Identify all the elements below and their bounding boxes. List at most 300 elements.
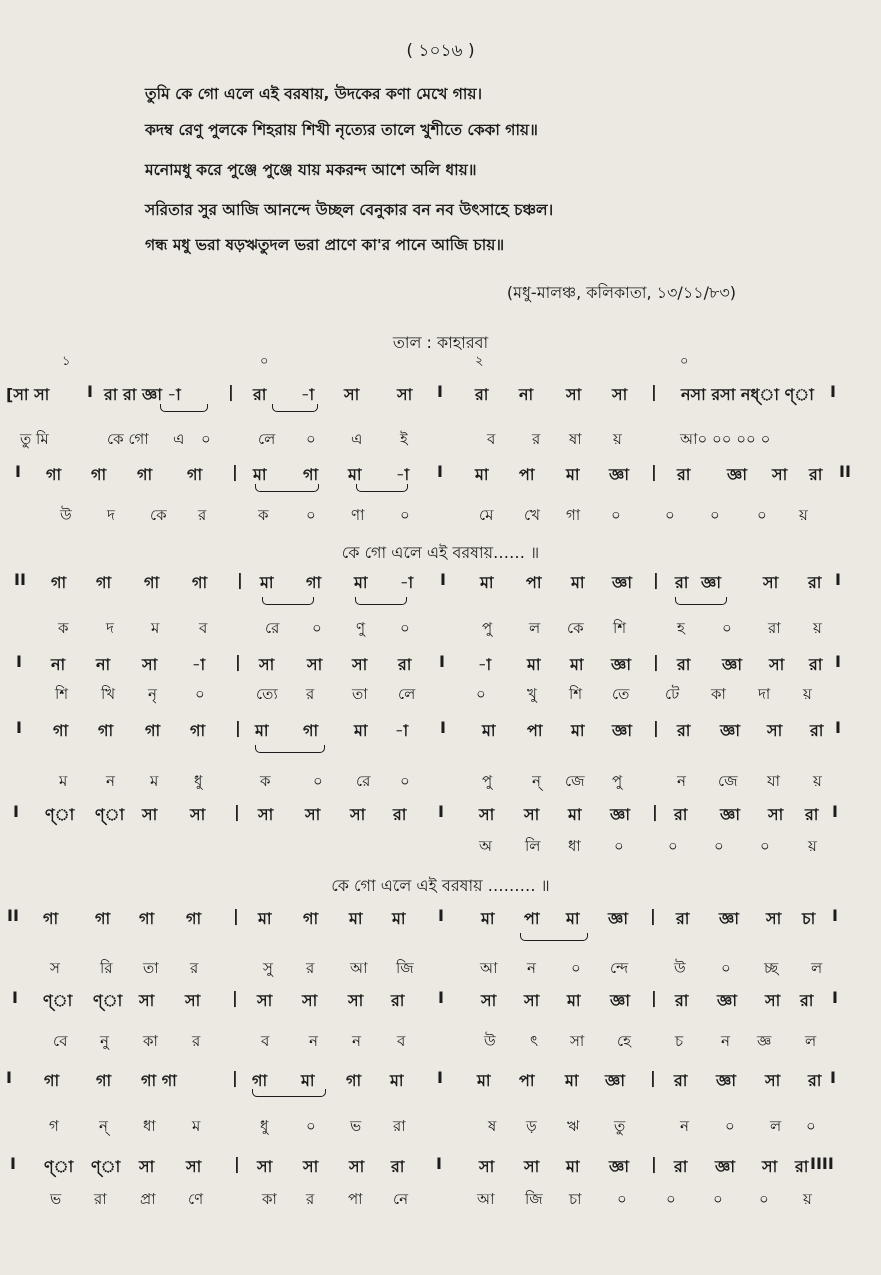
bar-line: I — [87, 382, 93, 401]
lyric-syllable: কে — [567, 619, 584, 637]
swara-note: মা — [475, 465, 489, 484]
swara-note: সা — [762, 1157, 778, 1176]
lyric-syllable: দ — [106, 619, 114, 637]
swara-note: জ্ঞা — [727, 465, 747, 484]
lyric-syllable: র — [192, 1032, 201, 1050]
swara-note: রা — [393, 805, 407, 824]
lyric-syllable: তে — [612, 685, 630, 703]
swara-note: মা — [567, 991, 581, 1010]
lyric-syllable: দা — [758, 685, 771, 703]
swara-note: ণ্‌া — [43, 991, 73, 1010]
bar-line: II — [14, 570, 26, 589]
swara-note: সা — [612, 385, 628, 404]
bar-line: I — [438, 802, 444, 821]
swara-note: জ্ঞা — [610, 991, 630, 1010]
lyric-syllable: য় — [813, 772, 822, 790]
lyric-syllable: ন — [106, 772, 115, 790]
lyric-syllable: ল — [805, 1032, 817, 1050]
lyric-syllable: লে — [398, 685, 416, 703]
slur-mark — [355, 597, 407, 605]
lyric-syllable: ঋ — [567, 1117, 580, 1135]
swara-note: গা গা — [141, 1071, 177, 1090]
swara-note: মা — [258, 909, 272, 928]
swara-note: গা — [303, 721, 319, 740]
swara-note: মা — [566, 909, 580, 928]
swara-note: সা — [769, 655, 785, 674]
slur-mark — [675, 597, 727, 605]
lyric-syllable: খু — [527, 685, 537, 703]
verse-line: গন্ধ মধু ভরা ষড়ঋতুদল ভরা প্রাণে কা'র পানে আজি চায়॥ — [145, 236, 505, 254]
lyric-syllable: ০ — [306, 1117, 316, 1135]
swara-note: -া — [478, 655, 492, 674]
lyric-syllable: ০ — [617, 1190, 627, 1208]
swara-note: জ্ঞা — [610, 805, 630, 824]
lyric-syllable: ন — [352, 1032, 361, 1050]
bar-line: | — [650, 906, 656, 925]
swara-note: গা — [303, 909, 319, 928]
swara-note: সা — [257, 991, 273, 1010]
lyric-syllable: কা — [711, 685, 726, 703]
lyric-syllable: ০ — [757, 506, 767, 524]
verse-line: সরিতার সুর আজি আনন্দে উচ্ছল বেনুকার বন নব উৎসাহে চঞ্চল। — [145, 201, 554, 219]
swara-note: মা — [253, 465, 267, 484]
swara-note: রা — [674, 1071, 688, 1090]
swara-note: মা — [527, 655, 541, 674]
swara-note: গা — [91, 465, 107, 484]
slur-mark — [255, 745, 325, 753]
lyric-syllable: নে — [393, 1190, 409, 1208]
swara-note: রা — [391, 991, 405, 1010]
swara-note: সা — [139, 1157, 155, 1176]
bar-line: I — [438, 906, 444, 925]
swara-note: জ্ঞা — [720, 805, 740, 824]
bar-line: | — [650, 1068, 656, 1087]
tala-mark: ২ — [475, 354, 484, 369]
source-citation: (মধু-মালঞ্চ, কলিকাতা, ১৩/১১/৮৩) — [506, 283, 736, 302]
swara-note: -া — [301, 385, 315, 404]
lyric-syllable: ন্দে — [610, 959, 629, 977]
lyric-syllable: ণে — [188, 1190, 204, 1208]
bar-line: I — [832, 988, 838, 1007]
lyric-syllable: ম — [192, 1117, 201, 1135]
lyric-syllable: লি — [525, 837, 541, 855]
swara-note: পা — [519, 1071, 535, 1090]
lyric-syllable: ০ — [195, 685, 205, 703]
bar-line: | — [235, 718, 241, 737]
lyric-syllable: ষ — [488, 1117, 497, 1135]
bar-line: | — [228, 382, 234, 401]
swara-note: গা — [144, 573, 160, 592]
swara-note: গা — [46, 465, 62, 484]
bar-line: | — [653, 570, 659, 589]
lyric-syllable: স — [50, 959, 60, 977]
swara-note: নসা রসা নধ্‌া ণ্‌া — [681, 385, 814, 404]
swara-note: জ্ঞা — [717, 991, 737, 1010]
lyric-syllable: হ — [677, 619, 685, 637]
swara-note: সা — [139, 991, 155, 1010]
bar-line: I — [16, 718, 22, 737]
lyric-syllable: আ — [477, 1190, 495, 1208]
swara-note: মা — [477, 1071, 491, 1090]
swara-note: ণ্‌া — [45, 805, 75, 824]
swara-note: ণ্‌া — [91, 1157, 121, 1176]
swara-note: গা — [96, 573, 112, 592]
swara-note: গা — [98, 721, 114, 740]
refrain-line: কে গো এলে এই বরষায় ……… ॥ — [331, 876, 550, 895]
slur-mark — [160, 404, 208, 412]
lyric-syllable: য় — [813, 619, 822, 637]
bar-line: I — [13, 802, 19, 821]
swara-note: পা — [524, 909, 540, 928]
swara-note: রা রা জ্ঞা -া — [104, 385, 181, 404]
lyric-syllable: ০ — [714, 837, 724, 855]
lyric-syllable: জি — [525, 1190, 543, 1208]
swara-note: মা — [354, 721, 368, 740]
lyric-syllable: ০ — [665, 506, 675, 524]
lyric-syllable: পা — [348, 1190, 363, 1208]
lyric-syllable: ক — [260, 772, 271, 790]
swara-note: রা — [809, 655, 823, 674]
bar-line: I — [830, 382, 836, 401]
swara-note: জ্ঞা — [716, 1071, 736, 1090]
swara-note: সা — [524, 1157, 540, 1176]
swara-note: রা — [676, 909, 690, 928]
swara-note: গা — [145, 721, 161, 740]
swara-note: গা — [44, 1071, 60, 1090]
swara-note: রা — [800, 991, 814, 1010]
swara-note: সা — [481, 991, 497, 1010]
swara-note: মা — [568, 805, 582, 824]
swara-note: সা — [524, 991, 540, 1010]
lyric-syllable: খে — [524, 506, 540, 524]
swara-note: -া — [192, 655, 206, 674]
lyric-syllable: লে — [258, 430, 276, 448]
swara-note: মা — [481, 909, 495, 928]
bar-line: I — [440, 570, 446, 589]
lyric-syllable: ধু — [194, 772, 203, 790]
lyric-syllable: টে — [665, 685, 680, 703]
lyric-syllable: ০ — [400, 506, 410, 524]
swara-note: মা — [349, 909, 363, 928]
lyric-syllable: য় — [803, 1190, 812, 1208]
swara-note: ণ্‌া — [95, 805, 125, 824]
swara-note: চা — [802, 909, 816, 928]
swara-note: জ্ঞা — [609, 1157, 629, 1176]
bar-line: I — [16, 652, 22, 671]
swara-note: -া — [400, 573, 414, 592]
swara-note: রা — [808, 1071, 822, 1090]
swara-note: [সা সা — [6, 385, 50, 404]
lyric-syllable: চা — [569, 1190, 582, 1208]
bar-line: | — [651, 1154, 657, 1173]
lyric-syllable: এ — [351, 430, 363, 448]
bar-line: | — [653, 718, 659, 737]
swara-note: পা — [527, 721, 543, 740]
bar-line: | — [651, 382, 657, 401]
slur-mark — [356, 484, 408, 492]
lyric-syllable: ল — [811, 959, 823, 977]
lyric-syllable: গ — [49, 1117, 59, 1135]
swara-note: সা — [397, 385, 413, 404]
lyric-syllable: রা — [768, 619, 781, 637]
lyric-syllable: ০ — [721, 959, 731, 977]
lyric-syllable: র — [306, 685, 315, 703]
lyric-syllable: ণা — [351, 506, 365, 524]
swara-note: না — [519, 385, 534, 404]
swara-note: সা — [765, 1071, 781, 1090]
swara-note: রা — [675, 573, 689, 592]
lyric-syllable: ০ — [476, 685, 486, 703]
swara-note: রা — [805, 805, 819, 824]
lyric-syllable: ভ — [350, 1117, 362, 1135]
lyric-syllable: ই — [400, 430, 408, 448]
lyric-syllable: ন — [677, 772, 686, 790]
swara-note: না — [96, 655, 111, 674]
lyric-syllable: ০ — [571, 959, 581, 977]
bar-line: I — [437, 382, 443, 401]
bar-line: | — [234, 802, 240, 821]
bar-line: I — [832, 802, 838, 821]
lyric-syllable: কা — [143, 1032, 158, 1050]
swara-note: জ্ঞা — [722, 655, 742, 674]
lyric-syllable: য় — [808, 837, 817, 855]
swara-note: -া — [395, 721, 409, 740]
lyric-syllable: আ০ ০০ ০০ ০ — [680, 430, 771, 448]
lyric-syllable: কে গো — [107, 430, 149, 448]
bar-line: | — [651, 462, 657, 481]
lyric-syllable: শি — [55, 685, 69, 703]
lyric-syllable: যা — [767, 772, 780, 790]
swara-note: গা — [186, 909, 202, 928]
lyric-syllable: কে — [150, 506, 167, 524]
bar-line: I — [439, 652, 445, 671]
swara-note: সা — [763, 573, 779, 592]
lyric-syllable: য় — [613, 430, 622, 448]
lyric-syllable: ধা — [568, 837, 581, 855]
bar-line: I — [6, 1068, 12, 1087]
lyric-syllable: র — [306, 1190, 315, 1208]
lyric-syllable: সা — [570, 1032, 585, 1050]
bar-line: I — [835, 718, 841, 737]
bar-line: I — [830, 1068, 836, 1087]
swara-note: সা — [349, 1157, 365, 1176]
lyric-syllable: ন — [680, 1117, 689, 1135]
swara-note: রা — [674, 805, 688, 824]
lyric-syllable: ষা — [569, 430, 582, 448]
swara-note: রা — [808, 573, 822, 592]
lyric-syllable: ন্ — [532, 772, 541, 790]
lyric-syllable: ন — [721, 1032, 730, 1050]
swara-note: সা — [142, 805, 158, 824]
lyric-syllable: প্রা — [140, 1190, 156, 1208]
bar-line: | — [232, 1068, 238, 1087]
lyric-syllable: ণু — [356, 619, 366, 637]
swara-note: সা — [350, 805, 366, 824]
swara-note: সা — [479, 1157, 495, 1176]
swara-note: পা — [519, 465, 535, 484]
swara-note: গা — [53, 721, 69, 740]
lyric-syllable: ল — [770, 1117, 782, 1135]
swara-note: সা — [142, 655, 158, 674]
lyric-syllable: শি — [613, 619, 627, 637]
swara-note: জ্ঞা — [608, 909, 628, 928]
lyric-syllable: ধা — [143, 1117, 156, 1135]
swara-note: সা — [307, 655, 323, 674]
swara-note: রা — [795, 1157, 809, 1176]
swara-note: রা — [677, 465, 691, 484]
lyric-syllable: হে — [617, 1032, 631, 1050]
lyric-syllable: রা — [94, 1190, 107, 1208]
swara-note: সা — [566, 385, 582, 404]
swara-note: জ্ঞা — [715, 1157, 735, 1176]
swara-note: মা — [571, 721, 585, 740]
lyric-syllable: আ — [480, 959, 498, 977]
swara-note: গা — [95, 909, 111, 928]
bar-line: I — [440, 718, 446, 737]
lyric-syllable: ড় — [526, 1117, 537, 1135]
lyric-syllable: চ — [675, 1032, 684, 1050]
lyric-syllable: রা — [393, 1117, 406, 1135]
swara-note: মা — [480, 573, 494, 592]
swara-note: মা — [571, 573, 585, 592]
bar-line: I — [835, 570, 841, 589]
bar-line: | — [653, 652, 659, 671]
swara-note: গা — [43, 909, 59, 928]
lyric-syllable: উ — [484, 1032, 496, 1050]
lyric-syllable: ০ — [400, 619, 410, 637]
swara-note: মা — [354, 573, 368, 592]
bar-line: | — [237, 570, 243, 589]
lyric-syllable: রে — [356, 772, 371, 790]
swara-note: গা — [187, 465, 203, 484]
lyric-syllable: তু — [614, 1117, 626, 1135]
swara-note: সা — [524, 805, 540, 824]
bar-line: I — [437, 462, 443, 481]
swara-note: জ্ঞা — [719, 909, 739, 928]
lyric-syllable: ব — [487, 430, 496, 448]
lyric-syllable: ন — [309, 1032, 318, 1050]
lyric-syllable: খি — [101, 685, 116, 703]
swara-note: ণ্‌া — [93, 991, 123, 1010]
swara-note: সা — [185, 991, 201, 1010]
swara-note: সা — [258, 805, 274, 824]
lyric-syllable: মে — [479, 506, 494, 524]
lyric-syllable: ০ — [760, 837, 770, 855]
swara-note: জ্ঞা — [609, 465, 629, 484]
lyric-syllable: দ — [107, 506, 115, 524]
swara-note: সা — [772, 465, 788, 484]
lyric-syllable: ৎ — [530, 1032, 539, 1050]
swara-note: সা — [305, 805, 321, 824]
refrain-line: কে গো এলে এই বরষায়…… ॥ — [341, 543, 540, 562]
swara-note: রা — [674, 1157, 688, 1176]
swara-note: পা — [526, 573, 542, 592]
lyric-syllable: অ — [479, 837, 492, 855]
lyric-syllable: শি — [569, 685, 583, 703]
swara-note: সা — [766, 909, 782, 928]
swara-note: গা — [137, 465, 153, 484]
swara-note: গা — [346, 1071, 362, 1090]
lyric-syllable: তু মি — [20, 430, 49, 448]
swara-note: মা — [260, 573, 274, 592]
slur-mark — [272, 404, 318, 412]
lyric-syllable: ০ — [306, 506, 316, 524]
swara-note: জ্ঞা — [701, 573, 721, 592]
swara-note: না — [51, 655, 66, 674]
lyric-syllable: ০ — [722, 619, 732, 637]
bar-line: II — [7, 906, 19, 925]
lyric-syllable: পু — [482, 619, 493, 637]
lyric-syllable: র — [190, 959, 199, 977]
lyric-syllable: জি — [396, 959, 414, 977]
swara-note: মা — [566, 1157, 580, 1176]
swara-note: মা — [390, 1071, 404, 1090]
lyric-syllable: ম — [150, 772, 159, 790]
lyric-syllable: পু — [482, 772, 493, 790]
bar-line: I — [436, 1154, 442, 1173]
swara-note: -া — [396, 465, 410, 484]
lyric-syllable: তা — [352, 685, 368, 703]
lyric-syllable: ০ — [668, 837, 678, 855]
lyric-syllable: ০ — [611, 506, 621, 524]
lyric-syllable: কা — [262, 1190, 277, 1208]
lyric-syllable: ০ — [806, 1117, 816, 1135]
swara-note: সা — [303, 1157, 319, 1176]
swara-note: মা — [565, 1071, 579, 1090]
swara-note: সা — [190, 805, 206, 824]
swara-note: গা — [252, 1071, 268, 1090]
swara-note: মা — [348, 465, 362, 484]
swara-note: গা — [192, 573, 208, 592]
lyric-syllable: ০ — [201, 430, 211, 448]
lyric-syllable: ক — [258, 506, 269, 524]
lyric-syllable: য় — [799, 506, 808, 524]
swara-note: রা — [398, 655, 412, 674]
lyric-syllable: পু — [612, 772, 623, 790]
lyric-syllable: ০ — [400, 772, 410, 790]
lyric-syllable: ০ — [759, 1190, 769, 1208]
lyric-syllable: ব — [261, 1032, 270, 1050]
lyric-syllable: নু — [100, 1032, 109, 1050]
lyric-syllable: উ — [60, 506, 72, 524]
swara-note: সা — [479, 805, 495, 824]
swara-note: জ্ঞা — [612, 721, 632, 740]
lyric-syllable: ০ — [713, 1190, 723, 1208]
swara-note: সা — [257, 1157, 273, 1176]
lyric-syllable: র — [532, 430, 541, 448]
swara-note: জ্ঞা — [612, 573, 632, 592]
slur-mark — [255, 484, 319, 492]
lyric-syllable: ম — [59, 772, 68, 790]
lyric-syllable: ০ — [725, 1117, 735, 1135]
swara-note: গা — [96, 1071, 112, 1090]
bar-line: I — [835, 652, 841, 671]
swara-note: মা — [392, 909, 406, 928]
verse-line: কদম্ব রেণু পুলকে শিহরায় শিখী নৃত্যের তালে খুশীতে কেকা গায়॥ — [145, 121, 538, 139]
lyric-syllable: ০ — [312, 619, 322, 637]
page-number: ( ১০১৬ ) — [406, 41, 475, 61]
swara-note: গা — [190, 721, 206, 740]
lyric-syllable: ব — [397, 1032, 406, 1050]
bar-line: I — [12, 988, 18, 1007]
tala-mark: ০ — [260, 354, 269, 369]
lyric-syllable: জে — [718, 772, 738, 790]
bar-line: I — [832, 906, 838, 925]
swara-note: সা — [344, 385, 360, 404]
lyric-syllable: চ্ছ — [764, 959, 779, 977]
lyric-syllable: র — [198, 506, 207, 524]
lyric-syllable: ব — [199, 619, 208, 637]
